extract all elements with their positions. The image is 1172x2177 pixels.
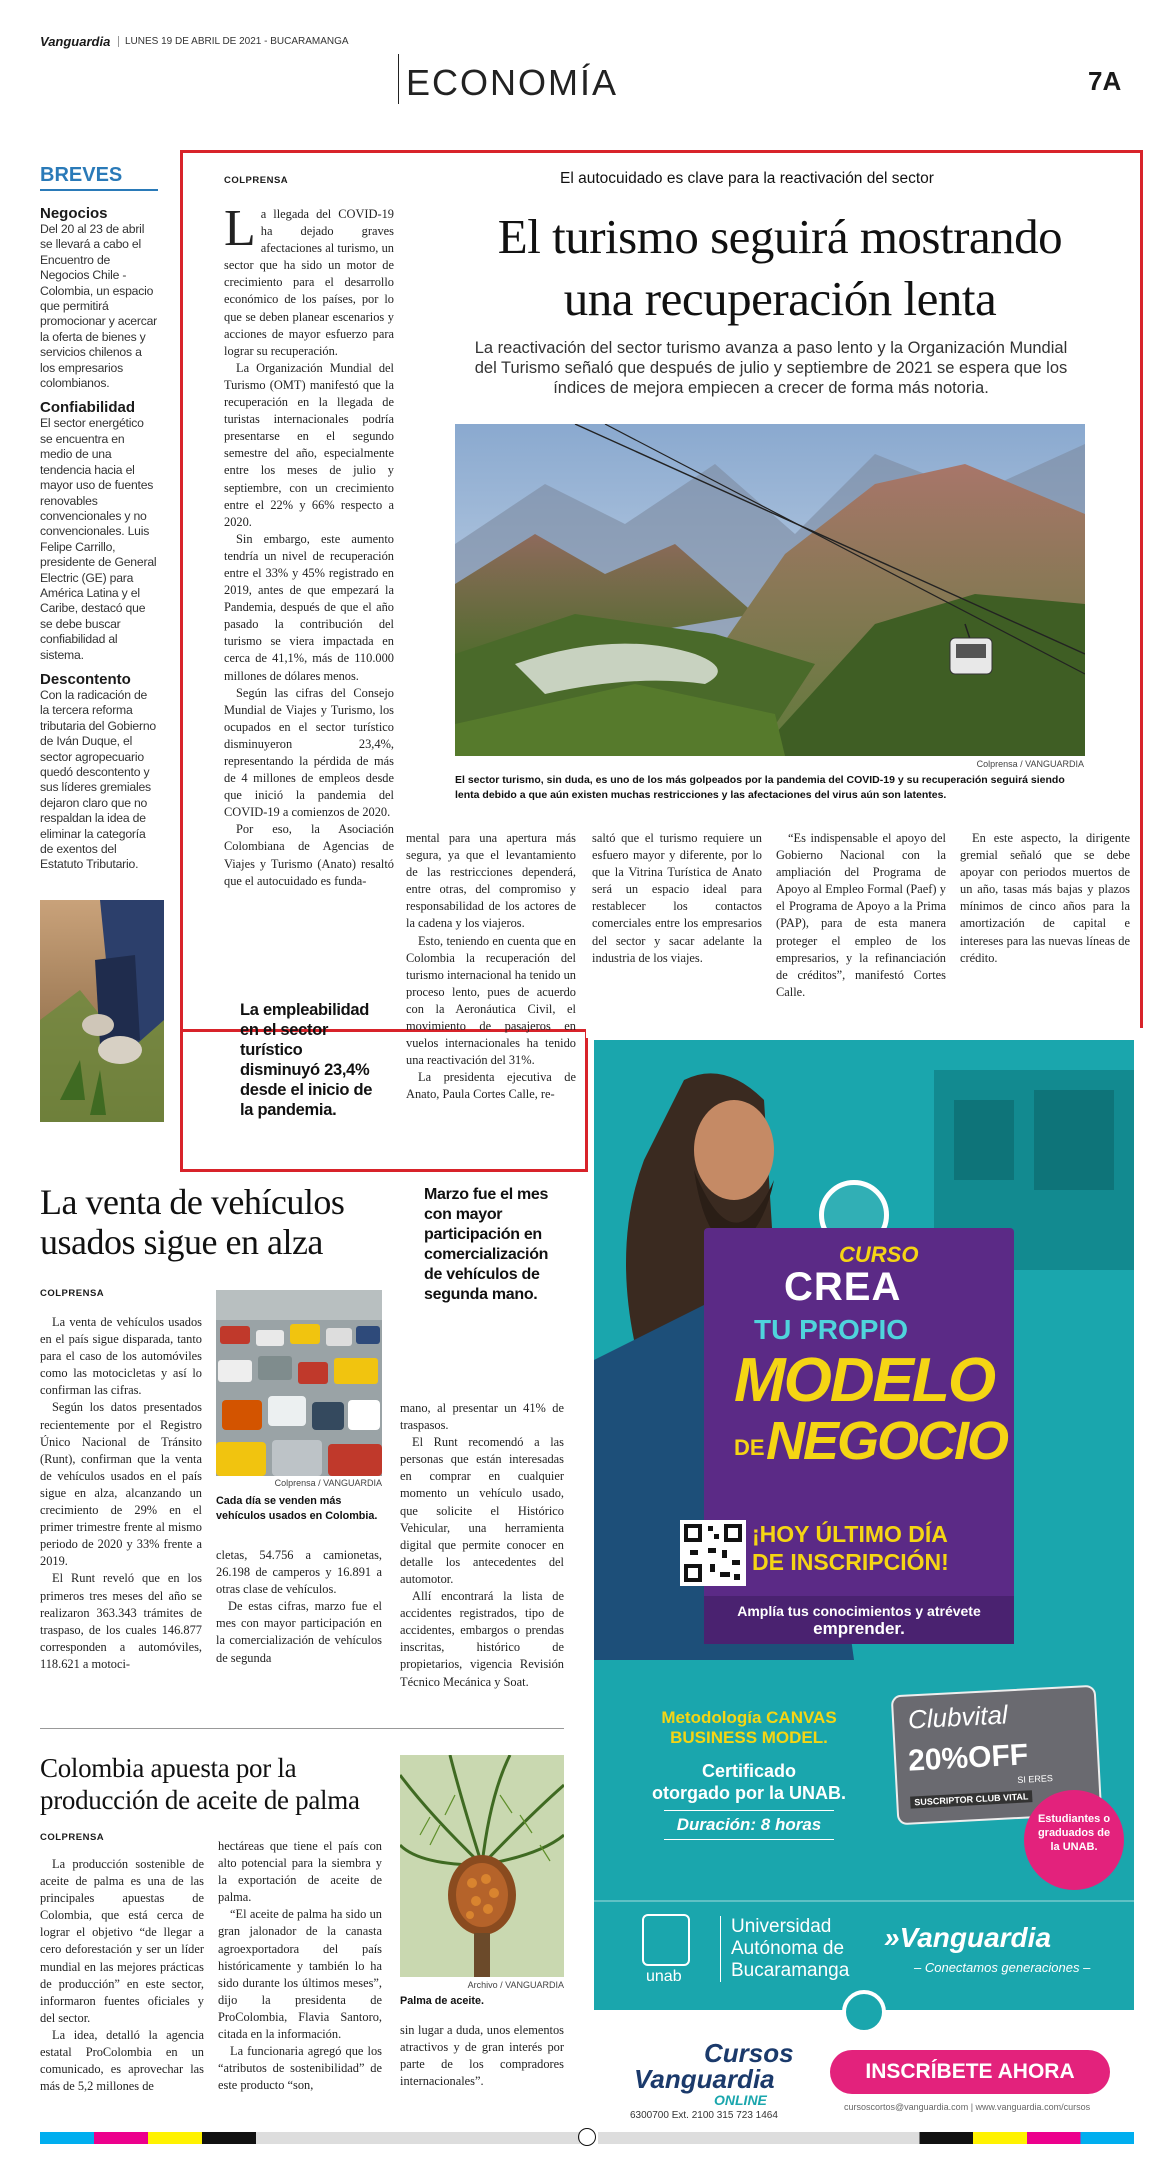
palm-column-2 [218,1838,382,2094]
vanguardia-logo: »Vanguardia [884,1922,1052,1953]
cursos-brand: Vanguardia [634,2064,775,2094]
paragraph: mano, al presentar un 41% de traspasos. [400,1401,564,1433]
vehicles-column-3 [400,1400,564,1691]
si-eres-label: SI ERES [1017,1773,1054,1785]
ad-tu-propio: TU PROPIO [754,1314,909,1345]
ad-footer [594,2010,1134,2118]
cable-car-photo [455,424,1085,756]
brief-heading: Negocios [40,205,108,222]
clubvital-logo: Clubvital [907,1699,1009,1735]
ad-methodology-line: Metodología CANVAS [661,1708,837,1727]
tourism-column-1 [224,200,394,890]
ad-last-day [752,1520,949,1576]
paragraph: La venta de vehículos usados en el país sigue disparada, tanto para el caso de los automóviles como las motocicletas y así lo confirman las cifras. [40,1315,202,1398]
paragraph: En este aspecto, la dirigente gremial señaló que se debe apoyar con periodos muertos de un año, tasas más bajas y plazos mínimos de cinco años para la amortización de capital e intereses para las nuevas líneas de crédito. [960,831,1130,965]
paragraph: El Runt recomendó a las personas que están interesadas en comprar en cualquier momento un vehículo usado, que solicite el Histórico Vehicular, una herramienta digital que permite conocer en detalle los antecedentes del automotor. [400,1435,564,1586]
ad-tagline-line: emprender. [813,1619,905,1638]
masthead-brand[interactable]: Vanguardia [40,34,111,49]
ad-de: DE [734,1435,765,1460]
page-number: 7A [1088,66,1122,96]
headline-line: una recuperación lenta [563,271,997,326]
ad-tagline-line: Amplía tus conocimientos y atrévete [737,1603,981,1619]
section-title: ECONOMÍA [406,62,619,103]
paragraph: La presidenta ejecutiva de Anato, Paula Cortes Calle, re- [406,1070,576,1102]
notch-cover [586,1028,1146,1038]
ad-certificate-line: otorgado por la UNAB. [652,1783,846,1803]
ad-duration: Duración: 8 horas [664,1810,834,1840]
ad-negocio: NEGOCIO [766,1411,1008,1471]
ad-curso: CURSO [839,1242,919,1267]
section-rule [40,1728,564,1729]
ad-last-day-line: DE INSCRIPCIÓN! [752,1549,949,1575]
ad-website[interactable]: cursoscortos@vanguardia.com | www.vanguardia.com/cursos [844,2102,1091,2112]
paragraph: La producción sostenible de aceite de palma es una de las principales apuestas de Colombia, que está cerca de lograr el objetivo “de llegar a cero deforestación y ser un líder mundial en las mejores prácticas de producción” en este sector, informaron fuentes oficiales y del sector. [40,1857,204,2025]
vehicles-headline: La venta de vehículos usados sigue en alza [40,1182,345,1262]
paragraph: mental para una apertura más segura, ya que el levantamiento de las restricciones dependerá, entre otras, del compromiso y responsabilidad de los actores de la cadena y los viajeros. [406,831,576,931]
briefs-title: BREVES [40,164,158,191]
student-badge: Estudiantes o graduados de la UNAB. [1024,1790,1124,1890]
ad-modelo: MODELO [734,1346,995,1415]
paragraph: La Organización Mundial del Turismo (OMT) manifestó que la recuperación en la llegada de turistas internacionales podría presentarse en el segundo semestre del año, especialmente entre los meses de julio y septiembre, con un crecimiento entre el 22% y 66% respecto a 2020. [224,360,394,529]
brief-item [40,671,158,873]
tourism-headline [430,206,1130,330]
university-name [720,1916,849,1982]
ad-tagline [704,1596,1014,1644]
paragraph: “Es indispensable el apoyo del Gobierno Nacional con la ampliación del Programa de Apoyo al Empleo Formal (Paef) y el Programa de Apoyo a la Prima (PAP), para de esta manera proteger el empleo de los empresarios, y la refinanciación de créditos”, manifestó Cortes Calle. [776,831,946,999]
tourism-photo-caption: El sector turismo, sin duda, es uno de los más golpeados por la pandemia del COVID-19 y su recuperación seguirá siendo lenta debido a que aún existen muchas restricciones y las afectaciones del virus aún son latentes. [455,774,1065,801]
vehicles-column-2 [216,1547,382,1667]
brief-text: Con la radicación de la tercera reforma tributaria del Gobierno de Iván Duque, el sector agropecuario quedó descontento y sus líderes gremiales dejaron claro que no respaldan la idea de eliminar la categoría de exentos del Estatuto Tributario. [40,687,156,872]
unab-label: unab [646,1968,682,1985]
paragraph: hectáreas que tiene el país con alto potencial para la siembra y la exportación de aceite de palma. [218,1839,382,1905]
brief-heading: Descontento [40,670,131,688]
tourism-column-5 [960,830,1130,967]
vehicles-kicker: COLPRENSA [40,1288,105,1299]
masthead-dateline: LUNES 19 DE ABRIL DE 2021 - BUCARAMANGA [118,36,349,47]
brief-item [40,399,158,663]
section-divider [398,54,399,104]
discount-label: 20%OFF [907,1738,1029,1778]
palm-photo-caption: Palma de aceite. [400,1995,485,2007]
paragraph: Según las cifras del Consejo Mundial de Viajes y Turismo, los ocupados en el sector turístico disminuyeron 23,4%, representando la pérdida de más de 4 millones de empleos desde que inició la pandemia del COVID-19 a comienzos de 2020. [224,685,394,820]
tourism-column-4 [776,830,946,1001]
tourism-column-3 [592,830,762,967]
paragraph: saltó que el turismo requiere un esfuero mayor y diferente, por lo que la Vitrina Turística de Anato será un espacio ideal para restablecer los contactos comerciales entre los empresarios del sector y sacar adelante la industria de los viajes. [592,831,762,965]
brief-text: Del 20 al 23 de abril se llevará a cabo el Encuentro de Negocios Chile - Colombia, un espacio que permitirá promocionar y acercar la oferta de bienes y servicios chilenos a los empresarios colombianos. [40,222,158,391]
brief-heading: Confiabilidad [40,399,135,417]
ad-phone: 6300700 Ext. 2100 315 723 1464 [630,2110,778,2118]
headline-line: producción de aceite de palma [40,1785,360,1815]
brief-item [40,205,158,391]
tourism-deck: La reactivación del sector turismo avanza a paso lento y la Organización Mundial del Turismo señaló que después de julio y septiembre de 2021 se espera que los índices de mejora empiecen a crecer de forma más notoria. [474,339,1068,397]
ad-last-day-line: ¡HOY ÚLTIMO DÍA [752,1521,948,1547]
paragraph: Allí encontrará la lista de accidentes registrados, tipo de accidentes, embargos o prendas inscritas, histórico de propietarios, vigencia Revisión Técnico Mecánica y Soat. [400,1589,564,1689]
subscriber-label: SUSCRIPTOR CLUB VITAL [910,1790,1033,1808]
paragraph: El Runt reveló que en los primeros tres meses del año se realizaron 363.343 trámites de traspaso, de los cuales 146.877 corresponden a automóviles, 118.621 a motoci- [40,1571,202,1671]
headline-line: Colombia apuesta por la [40,1753,297,1783]
vehicles-column-1 [40,1314,202,1673]
paragraph: Sin embargo, este aumento tendría un nivel de recuperación entre el 33% y 45% registrado en 2019, antes de que empezará la Pandemia, después de que el año pasado la contribución del turismo se viera impactada en cerca de 41,1%, más de 110.000 millones de dólares menos. [224,531,394,683]
paragraph: Por eso, la Asociación Colombiana de Agencias de Viajes y Turismo (Anato) resaltó que el autocuidado es funda- [224,822,394,888]
ad-certificate-line: Certificado [701,1761,797,1781]
ad-methodology [624,1708,874,1748]
unab-logo [642,1914,690,1966]
qr-code-icon [680,1520,746,1586]
course-advertisement[interactable] [594,1040,1134,2118]
paragraph: De estas cifras, marzo fue el mes con mayor participación en la comercialización de vehículos de segunda [216,1599,382,1665]
tourism-photo-credit: Colprensa / VANGUARDIA [976,759,1084,769]
traffic-photo [216,1290,382,1476]
registration-mark-icon [578,2128,596,2146]
cursos-online: ONLINE [714,2092,767,2108]
brief-text: El sector energético se encuentra en medio de una tendencia hacia el mayor uso de fuentes renovables convencionales y no convencionales. Luis Felipe Carrillo, presidente de General Electric (GE) para América Latina y el Caribe, destacó que se debe buscar confiabilidad al sistema. [40,416,157,662]
paragraph: La llegada del COVID-19 ha dejado graves afectaciones al turismo, un sector que ha sido un motor de crecimiento para el desarrollo económico de los países, por lo que se deben planear escenarios y acciones de mayor esfuerzo para lograr su recuperación. [224,200,394,358]
tourism-overline: El autocuidado es clave para la reactivación del sector [560,170,934,187]
palm-column-3 [400,2022,564,2090]
vehicles-photo-credit: Colprensa / VANGUARDIA [274,1478,382,1488]
ad-certificate [624,1760,874,1804]
university-name-line: Autónoma de [731,1938,845,1959]
cursos-title: Cursos [704,2038,794,2068]
signup-button[interactable]: INSCRÍBETE AHORA [830,2050,1110,2094]
farmer-photo [40,900,164,1122]
university-name-line: Bucaramanga [731,1960,850,1981]
paragraph: La idea, detalló la agencia estatal ProColombia en un comunicado, es aprovechar las más de 5,2 millones de [40,2027,204,2094]
paragraph: “El aceite de palma ha sido un gran jalonador de la canasta agroexportadora del país históricamente y también lo ha sido durante los últimos meses”, dijo la presidenta de ProColombia, Flavia Santoro, citada en la información. [218,1907,382,2042]
paragraph: cletas, 54.756 a camionetas, 26.198 de camperos y 16.891 a otras clase de vehículos. [216,1548,382,1597]
paragraph: Según los datos presentados recientemente por el Registro Único Nacional de Tránsito (Runt), confirman que la venta de vehículos usados en el país sigue en alza, alcanzando un crecimiento de 29% en el primer trimestre frente al mismo periodo de 2020 y 33% frente a 2019. [40,1400,202,1569]
palm-column-1 [40,1856,204,2095]
headline-line: El turismo seguirá mostrando [497,209,1063,264]
paragraph: Esto, teniendo en cuenta que en Colombia la recuperación del turismo internacional ha tenido un proceso lento, pues de acuerdo con la Aeronáutica Civil, el movimiento de pasajeros en vuelos internacionales ha tenido una reactivación del 31%. [406,933,576,1068]
palm-headline [40,1752,420,1816]
paragraph: La funcionaria agregó que los “atributos de sostenibilidad” de este producto “son, [218,2044,382,2093]
briefs-column [40,164,158,873]
paragraph: sin lugar a duda, unos elementos atractivos y de gran interés por parte de los compradores internacionales”. [400,2023,564,2089]
ad-crea: CREA [784,1265,902,1309]
ad-methodology-line: BUSINESS MODEL. [670,1728,828,1747]
palm-photo [400,1755,564,1977]
tourism-kicker: COLPRENSA [224,175,289,186]
palm-photo-credit: Archivo / VANGUARDIA [467,1980,564,1990]
cursos-logo-icon [842,1990,886,2034]
tourism-column-2 [406,830,576,1104]
vanguardia-slogan: – Conectamos generaciones – [914,1960,1091,1975]
vehicles-photo-caption: Cada día se venden más vehículos usados en Colombia. [216,1495,378,1522]
vehicles-callout: Marzo fue el mes con mayor participación en comercialización de vehículos de segunda mano. [424,1186,549,1303]
color-bar-right [598,2132,1134,2144]
color-bar-left [40,2132,580,2144]
palm-kicker: COLPRENSA [40,1832,105,1843]
tourism-callout: La empleabilidad en el sector turístico disminuyó 23,4% desde el inicio de la pandemia. [240,1001,373,1119]
university-name-line: Universidad [731,1916,832,1937]
